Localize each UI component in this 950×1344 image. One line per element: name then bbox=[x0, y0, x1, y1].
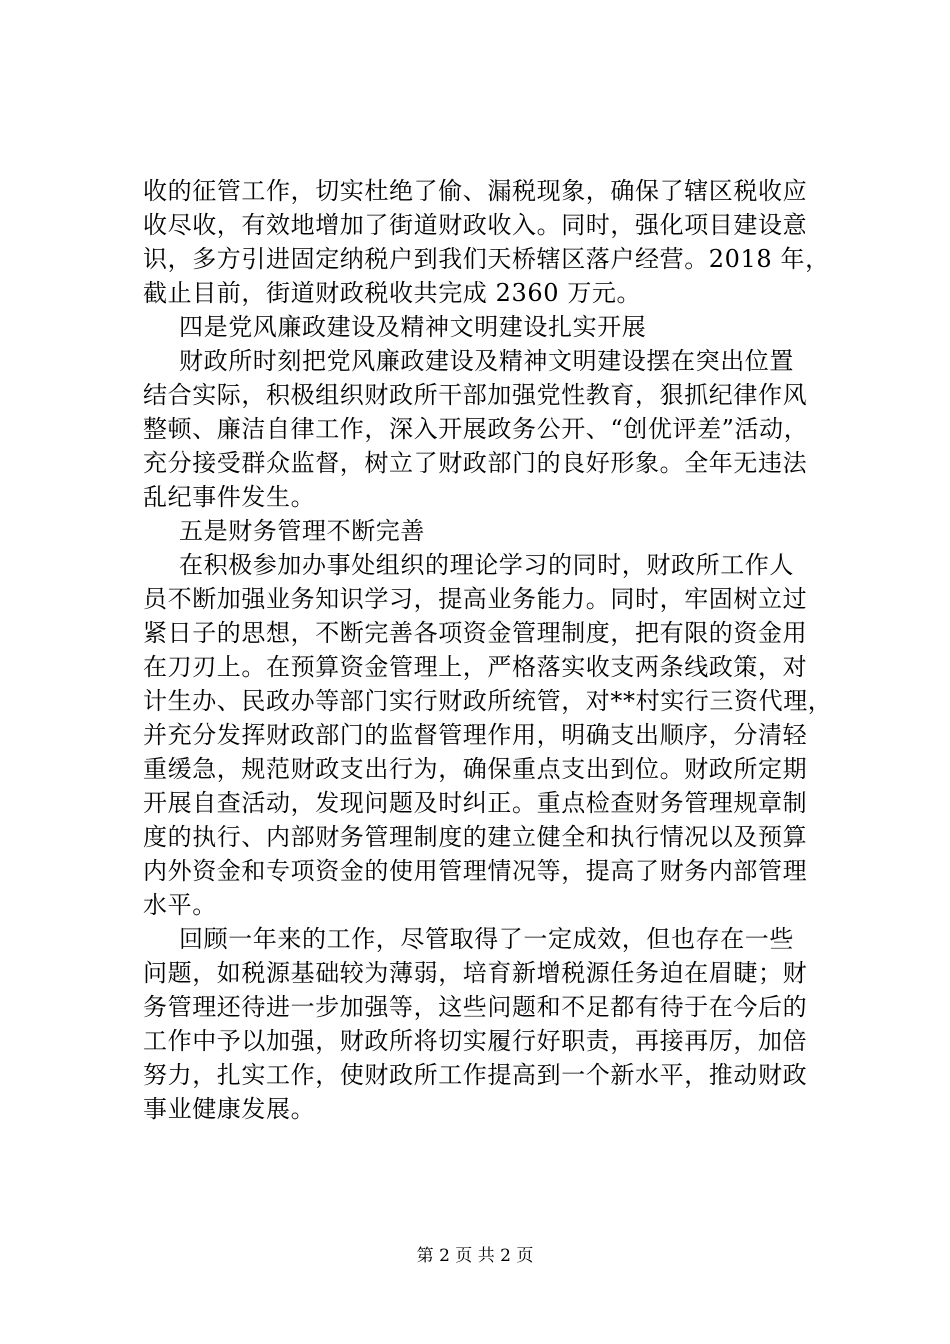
text-line: 重缓急，规范财政支出行为，确保重点支出到位。财政所定期 bbox=[143, 755, 808, 783]
text-line: 员不断加强业务知识学习，提高业务能力。同时，牢固树立过 bbox=[143, 585, 808, 613]
document-body bbox=[143, 174, 833, 1126]
text-line: 财政所时刻把党风廉政建设及精神文明建设摆在突出位置 bbox=[179, 347, 794, 375]
section-heading: 五是财务管理不断完善 bbox=[179, 517, 425, 545]
text-line: 度的执行、内部财务管理制度的建立健全和执行情况以及预算 bbox=[143, 823, 808, 851]
text-line: 开展自查活动，发现问题及时纠正。重点检查财务管理规章制 bbox=[143, 789, 808, 817]
page-number-footer: 第 2 页 共 2 页 bbox=[416, 1246, 534, 1266]
text-line: 截止目前，街道财政税收共完成 2360 万元。 bbox=[143, 279, 642, 307]
text-line: 整顿、廉洁自律工作，深入开展政务公开、“创优评差”活动， bbox=[143, 415, 809, 443]
text-line: 收的征管工作，切实杜绝了偷、漏税现象，确保了辖区税收应 bbox=[143, 177, 808, 205]
text-line: 收尽收，有效地增加了街道财政收入。同时，强化项目建设意 bbox=[143, 211, 808, 239]
text-line: 充分接受群众监督，树立了财政部门的良好形象。全年无违法 bbox=[143, 449, 808, 477]
text-line: 紧日子的思想，不断完善各项资金管理制度，把有限的资金用 bbox=[143, 619, 808, 647]
section-heading: 四是党风廉政建设及精神文明建设扎实开展 bbox=[179, 313, 647, 341]
text-line: 事业健康发展。 bbox=[143, 1095, 316, 1123]
text-line: 回顾一年来的工作，尽管取得了一定成效，但也存在一些 bbox=[179, 925, 794, 953]
text-line: 水平。 bbox=[143, 891, 217, 919]
text-line: 问题，如税源基础较为薄弱，培育新增税源任务迫在眉睫；财 bbox=[143, 959, 808, 987]
text-line: 乱纪事件发生。 bbox=[143, 483, 316, 511]
text-line: 并充分发挥财政部门的监督管理作用，明确支出顺序，分清轻 bbox=[143, 721, 808, 749]
text-line: 结合实际，积极组织财政所干部加强党性教育，狠抓纪律作风 bbox=[143, 381, 808, 409]
text-line: 工作中予以加强，财政所将切实履行好职责，再接再厉，加倍 bbox=[143, 1027, 808, 1055]
text-line: 在积极参加办事处组织的理论学习的同时，财政所工作人 bbox=[179, 551, 794, 579]
text-line: 在刀刃上。在预算资金管理上，严格落实收支两条线政策，对 bbox=[143, 653, 808, 681]
text-line: 务管理还待进一步加强等，这些问题和不足都有待于在今后的 bbox=[143, 993, 808, 1021]
text-line: 识，多方引进固定纳税户到我们天桥辖区落户经营。2018 年， bbox=[143, 245, 830, 273]
text-line: 内外资金和专项资金的使用管理情况等，提高了财务内部管理 bbox=[143, 857, 808, 885]
text-line: 计生办、民政办等部门实行财政所统管，对**村实行三资代理， bbox=[143, 687, 833, 715]
text-line: 努力，扎实工作，使财政所工作提高到一个新水平，推动财政 bbox=[143, 1061, 808, 1089]
